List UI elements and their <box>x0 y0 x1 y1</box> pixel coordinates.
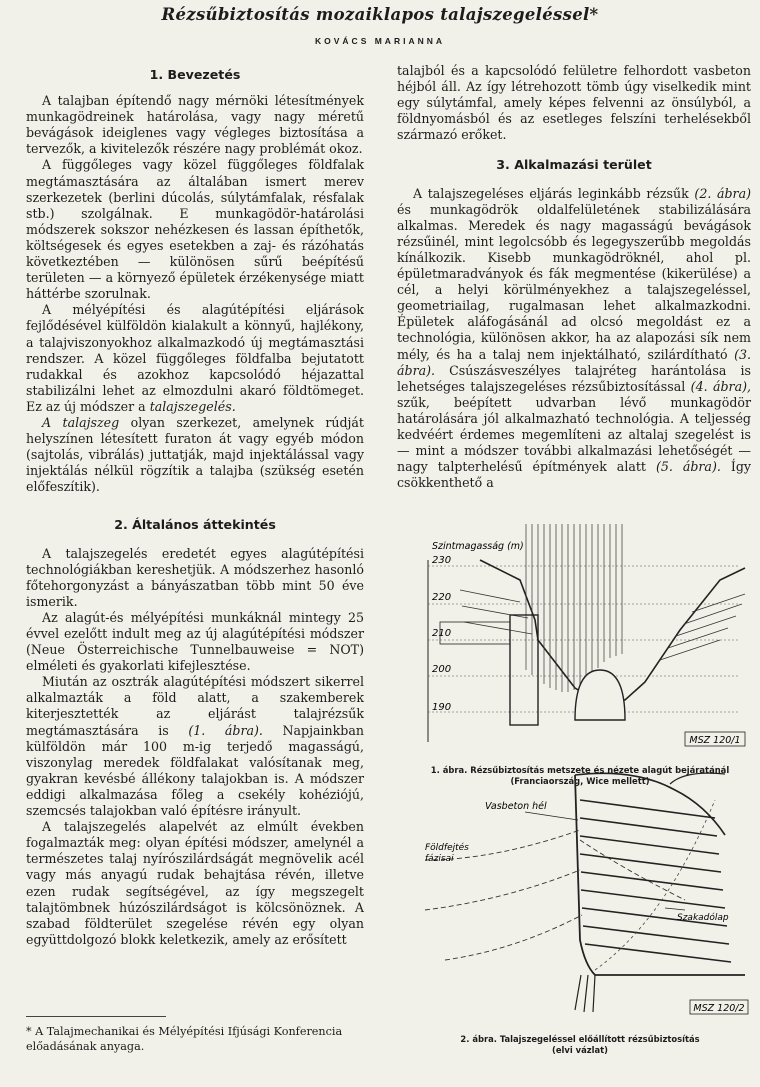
tick-label: 230 <box>432 555 452 566</box>
paragraph-text: Így csökkenthető a <box>397 459 751 491</box>
paragraph-text: olyan szerkezet, amelynek rúdját helyszínen létesített furaton át vagy egyéb módon (sajtolás, vibrálás) juttatják, majd injektálással vagy injektálás nélkül rögzítik a talajba (szükség esetén előfeszítik). <box>26 414 364 495</box>
emphasis: A talajszeg <box>42 414 120 430</box>
caption-line: 2. ábra. Talajszegeléssel előállított rézsűbiztosítás <box>460 1034 700 1044</box>
ground-surface <box>575 773 725 835</box>
tick-label: 190 <box>432 702 452 713</box>
figure-2-nailing-sketch <box>385 760 755 1025</box>
slope-nails <box>526 524 622 692</box>
label-failure-plane: Szakadólap <box>677 913 729 923</box>
failure-plane <box>595 800 715 970</box>
figure-2-caption <box>395 1034 760 1056</box>
tick-label: 200 <box>432 664 452 675</box>
paragraph: A talajszegelés alapelvét az elmúlt években fogalmazták meg: olyan építési módszer, amelynél a természetes talaj nyírószilárdságát megnövelik acél vagy más anyagú rudak behajtása révén, illetve ezen rudak segítségével, az így megszegelt talajtömbnek húzószilárdságot is kölcsönöznek. A szabad földterület szegelése révén egy olyan együttdolgozó blokk keletkezik, amely az erősített <box>26 819 364 947</box>
paragraph-text: A mélyépítési és alagútépítési eljárások fejlődésével külföldön kialakult a könnyű, hajlékony, a talajviszonyokhoz alkalmazkodó új megtámasztási rendszer. A közel függőleges földfalba bejutatott rudakkal és azokhoz kapcsolódó héjazattal stabilizálni lehet az elmozdulni akaró földtömeget. Ez az új módszer a <box>26 302 364 414</box>
tick-label: 220 <box>432 592 452 603</box>
soil-nails <box>580 800 731 962</box>
section-heading-overview: 2. Általános áttekintés <box>114 517 276 533</box>
label-concrete-shell: Vasbeton hél <box>485 801 547 812</box>
paragraph-text: Miután az osztrák alagútépítési módszert sikerrel alkalmazták a föld alatt, a szakemberek kiterjesztették az eljárást talajrézsűk megtámasztására is <box>26 674 364 738</box>
paragraph <box>26 415 364 495</box>
figure-1-drawing <box>420 520 750 755</box>
standard-stamp: MSZ 120/1 <box>689 735 741 746</box>
label-excavation-phases: Földfejtés <box>425 843 469 853</box>
caption-line: (elvi vázlat) <box>552 1045 608 1055</box>
leader-line <box>665 908 685 910</box>
standard-stamp: MSZ 120/2 <box>693 1003 745 1014</box>
paragraph: A talajszegelés eredetét egyes alagútépítési technológiákban kereshetjük. A módszerhez hasonló főtehorgonyzást a bányászatban több mint 50 éve ismerik. <box>26 545 364 609</box>
toe-piles <box>575 975 595 1012</box>
paragraph-continued: talajból és a kapcsolódó felületre felhordott vasbeton héjból áll. Az így létrehozott tömb úgy viselkedik mint egy súlytámfal, amely képes felvenni az önsúlyból, a földnyomásból és az esetleges felszíni terhelésekből származó erőket. <box>397 63 751 143</box>
footnote-rule <box>26 1016 166 1017</box>
section-heading-application: 3. Alkalmazási terület <box>496 157 652 173</box>
emphasis: talajszegelés. <box>149 398 236 414</box>
figure-reference: (2. ábra) <box>694 185 751 201</box>
terrain-line <box>670 773 725 784</box>
figure-reference: (3. ábra). <box>397 346 751 378</box>
figure-2-drawing <box>385 760 755 1025</box>
paragraph: A függőleges vagy közel függőleges földfalak megtámasztására az általában ismert merev szerkezetek (berlini dúcolás, súlytámfalak, résfalak stb.) szolgálnak. E munkagödör-határolási módszerek sokszor nehézkesen és lassan építhetők, költségesek és egyes esetekben a zaj- és rázóhatás következtében — különösen sűrű beépítésű területen — a környező épületek érzékenysége miatt háttérbe szorulnak. <box>26 157 364 302</box>
left-column <box>26 67 364 948</box>
paragraph-text: szűk, beépített udvarban lévő munkagödör határolására jól alkalmazható technológia. A teljesség kedvéért érdemes megemlíteni az altalaj szegelést is — mint a módszer további alkalmazási lehetőségét — nagy talpterhelésű építmények alatt <box>397 394 751 475</box>
paragraph <box>26 302 364 415</box>
axis-title: Szintmagasság (m) <box>432 541 524 552</box>
tunnel-opening <box>575 670 625 720</box>
right-column <box>397 63 751 491</box>
article-title: Rézsűbiztosítás mozaiklapos talajszegeléssel* <box>161 5 599 24</box>
figure-1-tunnel-section <box>420 520 750 755</box>
figure-reference: (1. ábra). <box>188 722 263 738</box>
tick-label: 210 <box>432 628 452 639</box>
figure-reference: (4. ábra), <box>690 378 751 394</box>
leader-line <box>525 812 578 820</box>
left-nails <box>460 590 532 634</box>
label-excavation-phases-2: fázisai <box>425 854 454 864</box>
paragraph-text: Csúszásveszélyes talajréteg harántolása is lehetséges talajszegeléses rézsűbiztosítással <box>397 362 751 394</box>
section-heading-introduction: 1. Bevezetés <box>149 67 241 82</box>
paragraph-text: Napjainkban külföldön már 100 m-ig terjedő magasságú, viszonylag meredek földfalakat valósítanak meg, gyakran kevésbé állékony talajokban is. A módszer eddigi alkalmazása főleg a csekély kohéziójú, szemcsés talajokban való építésre irányult. <box>26 722 364 819</box>
footnote: * A Talajmechanikai és Mélyépítési Ifjúsági Konferencia előadásának anyaga. <box>26 1025 343 1053</box>
figure-1-caption: 1. ábra. Rézsűbiztosítás metszete és nézete alagút bejáratánál (Franciaország, Wice mellett) <box>430 765 730 786</box>
paragraph: A talajban építendő nagy mérnöki létesítmények munkagödreinek határolása, vagy nagy méretű bevágások ideiglenes vagy végleges biztosítása a tervezők, a kivitelezők részére nagy problémát okoz. <box>26 93 364 157</box>
paragraph-text: A talajszegeléses eljárás leginkább rézsűk <box>413 185 689 201</box>
paragraph <box>26 674 364 819</box>
author-name: KOVÁCS MARIANNA <box>315 36 445 46</box>
tunnel-portal-wall <box>510 615 538 725</box>
figure-reference: (5. ábra). <box>655 459 721 475</box>
paragraph: Az alagút-és mélyépítési munkáknál mintegy 25 évvel ezelőtt indult meg az új alagútépítési módszer (Neue Österreichische Tunnelbauweise = NOT) elméleti és gyakorlati kifejlesztése. <box>26 609 364 674</box>
paragraph-text: és munkagödrök oldalfelületének stabilizálására alkalmas. Meredek és nagy magasságú bevágások rézsűinél, mint legolcsóbb és legegyszerűbb megoldás kínálkozik. Kisebb munkagödröknél, ahol pl. épületmaradványok és fák megmentése (kikerülése) a cél, a helyi körülményekhez a talajszegeléssel, geometriailag, rugalmasan lehet alkalmazkodni. Épületek aláfogásánál ad olcsó megoldást ez a technológia, különösen akkor, ha az alapozási sík nem mély, és ha a talaj nem injektálható, szilárdítható <box>397 201 751 362</box>
paragraph <box>397 186 751 492</box>
